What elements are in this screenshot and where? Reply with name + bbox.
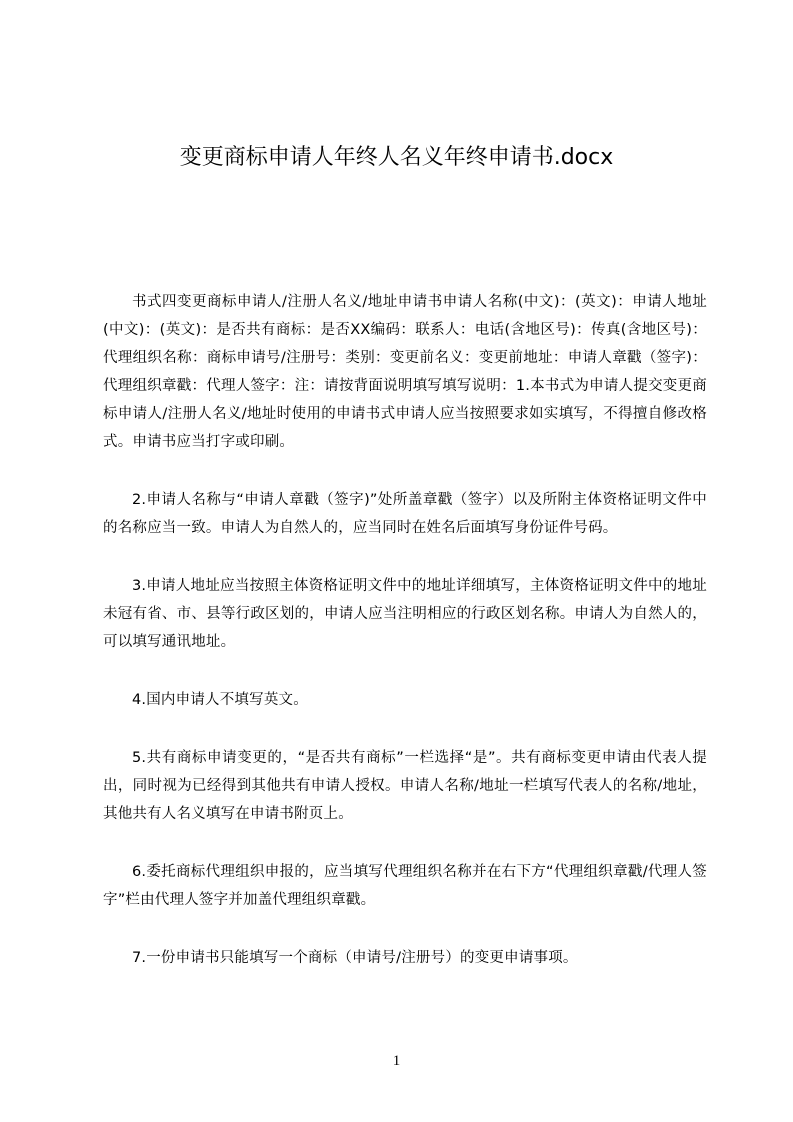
document-title: 变更商标申请人年终人名义年终申请书.docx <box>179 145 614 170</box>
paragraph-form-instructions: 书式四变更商标申请人/注册人名义/地址申请书申请人名称(中文)：(英文)：申请人地址(中文)：(英文)：是否共有商标：是否XX编码：联系人：电话(含地区号)：传真(含地区号)：代理组织名称：商标申请号/注册号：类别：变更前名义：变更前地址：申请人章戳（签字)：代理组织章戳：代理人签字：注：请按背面说明填写填写说明：1.本书式为申请人提交变更商标申请人/注册人名义/地址时使用的申请书式申请人应当按照要求如实填写，不得擅自修改格式。申请书应当打字或印刷。 <box>103 294 707 450</box>
paragraph-note-7: 7.一份申请书只能填写一个商标（申请号/注册号）的变更申请事项。 <box>132 950 578 966</box>
paragraph-note-4: 4.国内申请人不填写英文。 <box>132 692 308 708</box>
paragraph-note-5: 5.共有商标申请变更的，“是否共有商标”一栏选择“是”。共有商标变更申请由代表人提出，同时视为已经得到其他共有申请人授权。申请人名称/地址一栏填写代表人的名称/地址，其他共有人名义填写在申请书附页上。 <box>103 750 707 822</box>
paragraph-note-3: 3.申请人地址应当按照主体资格证明文件中的地址详细填写，主体资格证明文件中的地址未冠有省、市、县等行政区划的，申请人应当注明相应的行政区划名称。申请人为自然人的，可以填写通讯地址。 <box>103 578 707 650</box>
page-number: 1 <box>392 1053 401 1069</box>
document-body <box>103 288 707 1002</box>
paragraph-note-2: 2.申请人名称与“申请人章戳（签字)”处所盖章戳（签字）以及所附主体资格证明文件中的名称应当一致。申请人为自然人的，应当同时在姓名后面填写身份证件号码。 <box>103 492 707 536</box>
paragraph-note-6: 6.委托商标代理组织申报的，应当填写代理组织名称并在右下方“代理组织章戳/代理人签字”栏由代理人签字并加盖代理组织章戳。 <box>103 864 707 908</box>
